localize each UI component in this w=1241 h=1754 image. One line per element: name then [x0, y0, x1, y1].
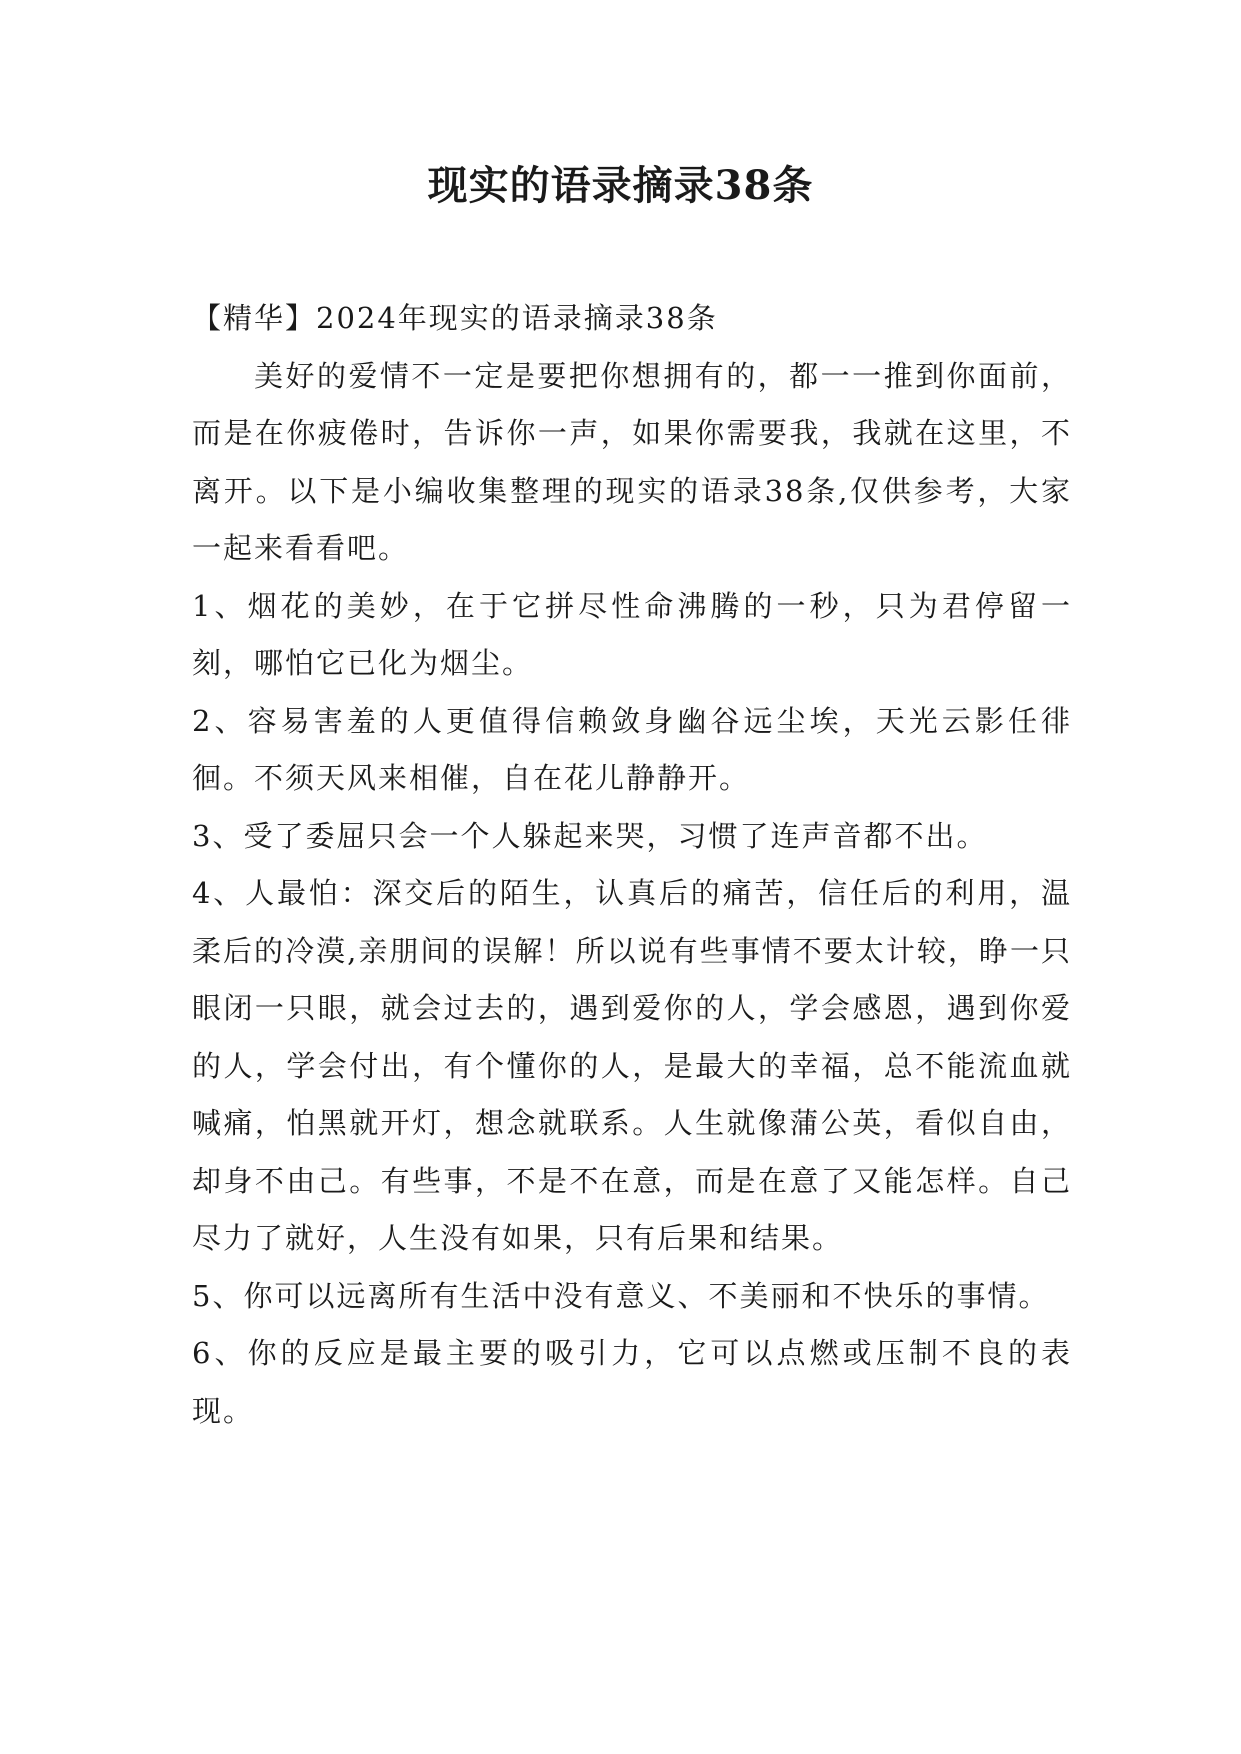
quote-item-1: 1、烟花的美妙，在于它拼尽性命沸腾的一秒，只为君停留一刻，哪怕它已化为烟尘。 — [192, 588, 1072, 680]
quote-item-3: 3、受了委屈只会一个人躲起来哭，习惯了连声音都不出。 — [192, 818, 988, 853]
document-body — [192, 290, 1072, 1440]
intro-paragraph: 美好的爱情不一定是要把你想拥有的，都一一推到你面前，而是在你疲倦时，告诉你一声，如果你需要我，我就在这里，不离开。以下是小编收集整理的现实的语录38条,仅供参考，大家一起来看看吧。 — [192, 358, 1072, 565]
document-subtitle: 【精华】2024年现实的语录摘录38条 — [192, 301, 718, 335]
document-title: 现实的语录摘录38条 — [427, 162, 814, 209]
quote-item-4: 4、人最怕：深交后的陌生，认真后的痛苦，信任后的利用，温柔后的冷漠,亲朋间的误解！所以说有些事情不要太计较，睁一只眼闭一只眼，就会过去的，遇到爱你的人，学会感恩，遇到你爱的人，学会付出，有个懂你的人，是最大的幸福，总不能流血就喊痛，怕黑就开灯，想念就联系。人生就像蒲公英，看似自由，却身不由己。有些事，不是不在意，而是在意了又能怎样。自己尽力了就好，人生没有如果，只有后果和结果。 — [192, 876, 1072, 1255]
quote-item-2: 2、容易害羞的人更值得信赖敛身幽谷远尘埃，天光云影任徘徊。不须天风来相催，自在花儿静静开。 — [192, 703, 1072, 795]
quote-item-6: 6、你的反应是最主要的吸引力，它可以点燃或压制不良的表现。 — [192, 1336, 1072, 1428]
quote-item-5: 5、你可以远离所有生活中没有意义、不美丽和不快乐的事情。 — [192, 1278, 1050, 1313]
